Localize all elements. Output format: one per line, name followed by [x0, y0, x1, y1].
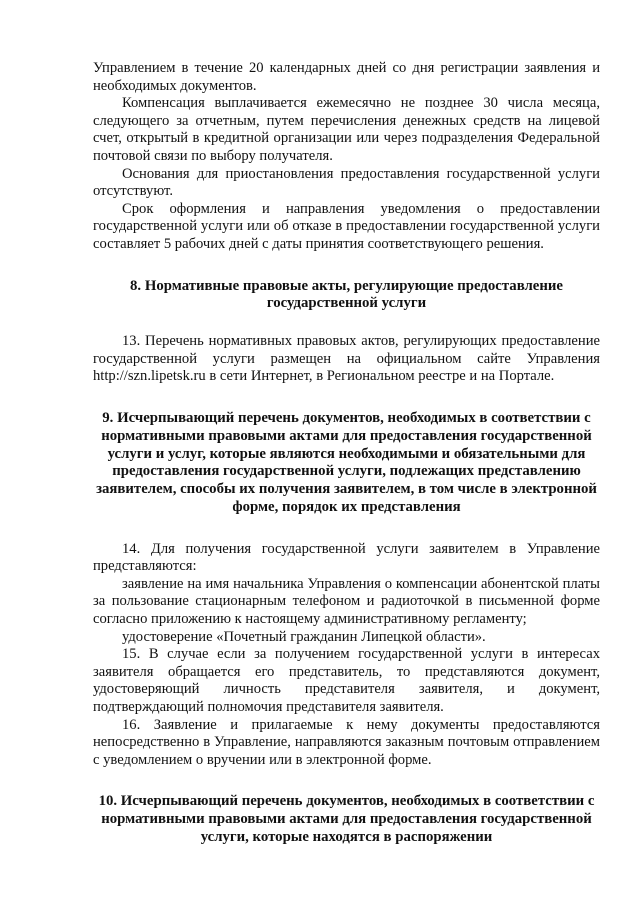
paragraph-13: 13. Перечень нормативных правовых актов, регулирующих предоставление государственной услуги размещен на официальном сайте Управления http://szn.lipetsk.ru в сети Интернет, в Региональном реестре и на Портале.: [93, 333, 600, 385]
section-10-heading: 10. Исчерпывающий перечень документов, необходимых в соответствии с нормативными правовыми актами для предоставления государственной услуги, которые находятся в распоряжении: [98, 793, 595, 845]
section-8-heading: 8. Нормативные правовые акты, регулирующие предоставление государственной услуги: [130, 277, 563, 312]
paragraph-intro-continuation: Управлением в течение 20 календарных дней со дня регистрации заявления и необходимых документов.: [93, 60, 600, 94]
paragraph-14-item-application: заявление на имя начальника Управления о компенсации абонентской платы за пользование стационарным телефоном и радиоточкой в письменной форме согласно приложению к настоящему административному регламенту;: [93, 575, 600, 628]
paragraph-14: 14. Для получения государственной услуги заявителем в Управление представляются:: [93, 540, 600, 575]
paragraph-no-suspension-grounds: Основания для приостановления предоставления государственной услуги отсутствуют.: [93, 165, 600, 200]
section-9-heading: 9. Исчерпывающий перечень документов, необходимых в соответствии с нормативными правовыми актами для предоставления государственной услуги и услуг, которые являются необходимыми и обязательными для предоставления государственной услуги, подлежащих представлению заявителем, способы их получения заявителем, в том числе в электронной форме, порядок их представления: [96, 409, 597, 515]
paragraph-14-item-certificate: удостоверение «Почетный гражданин Липецкой области».: [122, 628, 486, 645]
paragraph-compensation: Компенсация выплачивается ежемесячно не позднее 30 числа месяца, следующего за отчетным, путем перечисления денежных средств на лицевой счет, открытый в кредитной организации или через подразделения Федеральной почтовой связи по выбору получателя.: [93, 95, 600, 164]
paragraph-15: 15. В случае если за получением государственной услуги в интересах заявителя обращается его представитель, то представляются документ, удостоверяющий личность представителя заявителя, и документ, подтверждающий полномочия представителя заявителя.: [93, 646, 600, 716]
paragraph-16: 16. Заявление и прилагаемые к нему документы предоставляются непосредственно в Управление, направляются заказным почтовым отправлением с уведомлением о вручении или в электронной форме.: [93, 716, 600, 768]
paragraph-notice-term: Срок оформления и направления уведомления о предоставлении государственной услуги или об отказе в предоставлении государственной услуги составляет 5 рабочих дней с даты принятия соответствующего решения.: [93, 200, 600, 252]
